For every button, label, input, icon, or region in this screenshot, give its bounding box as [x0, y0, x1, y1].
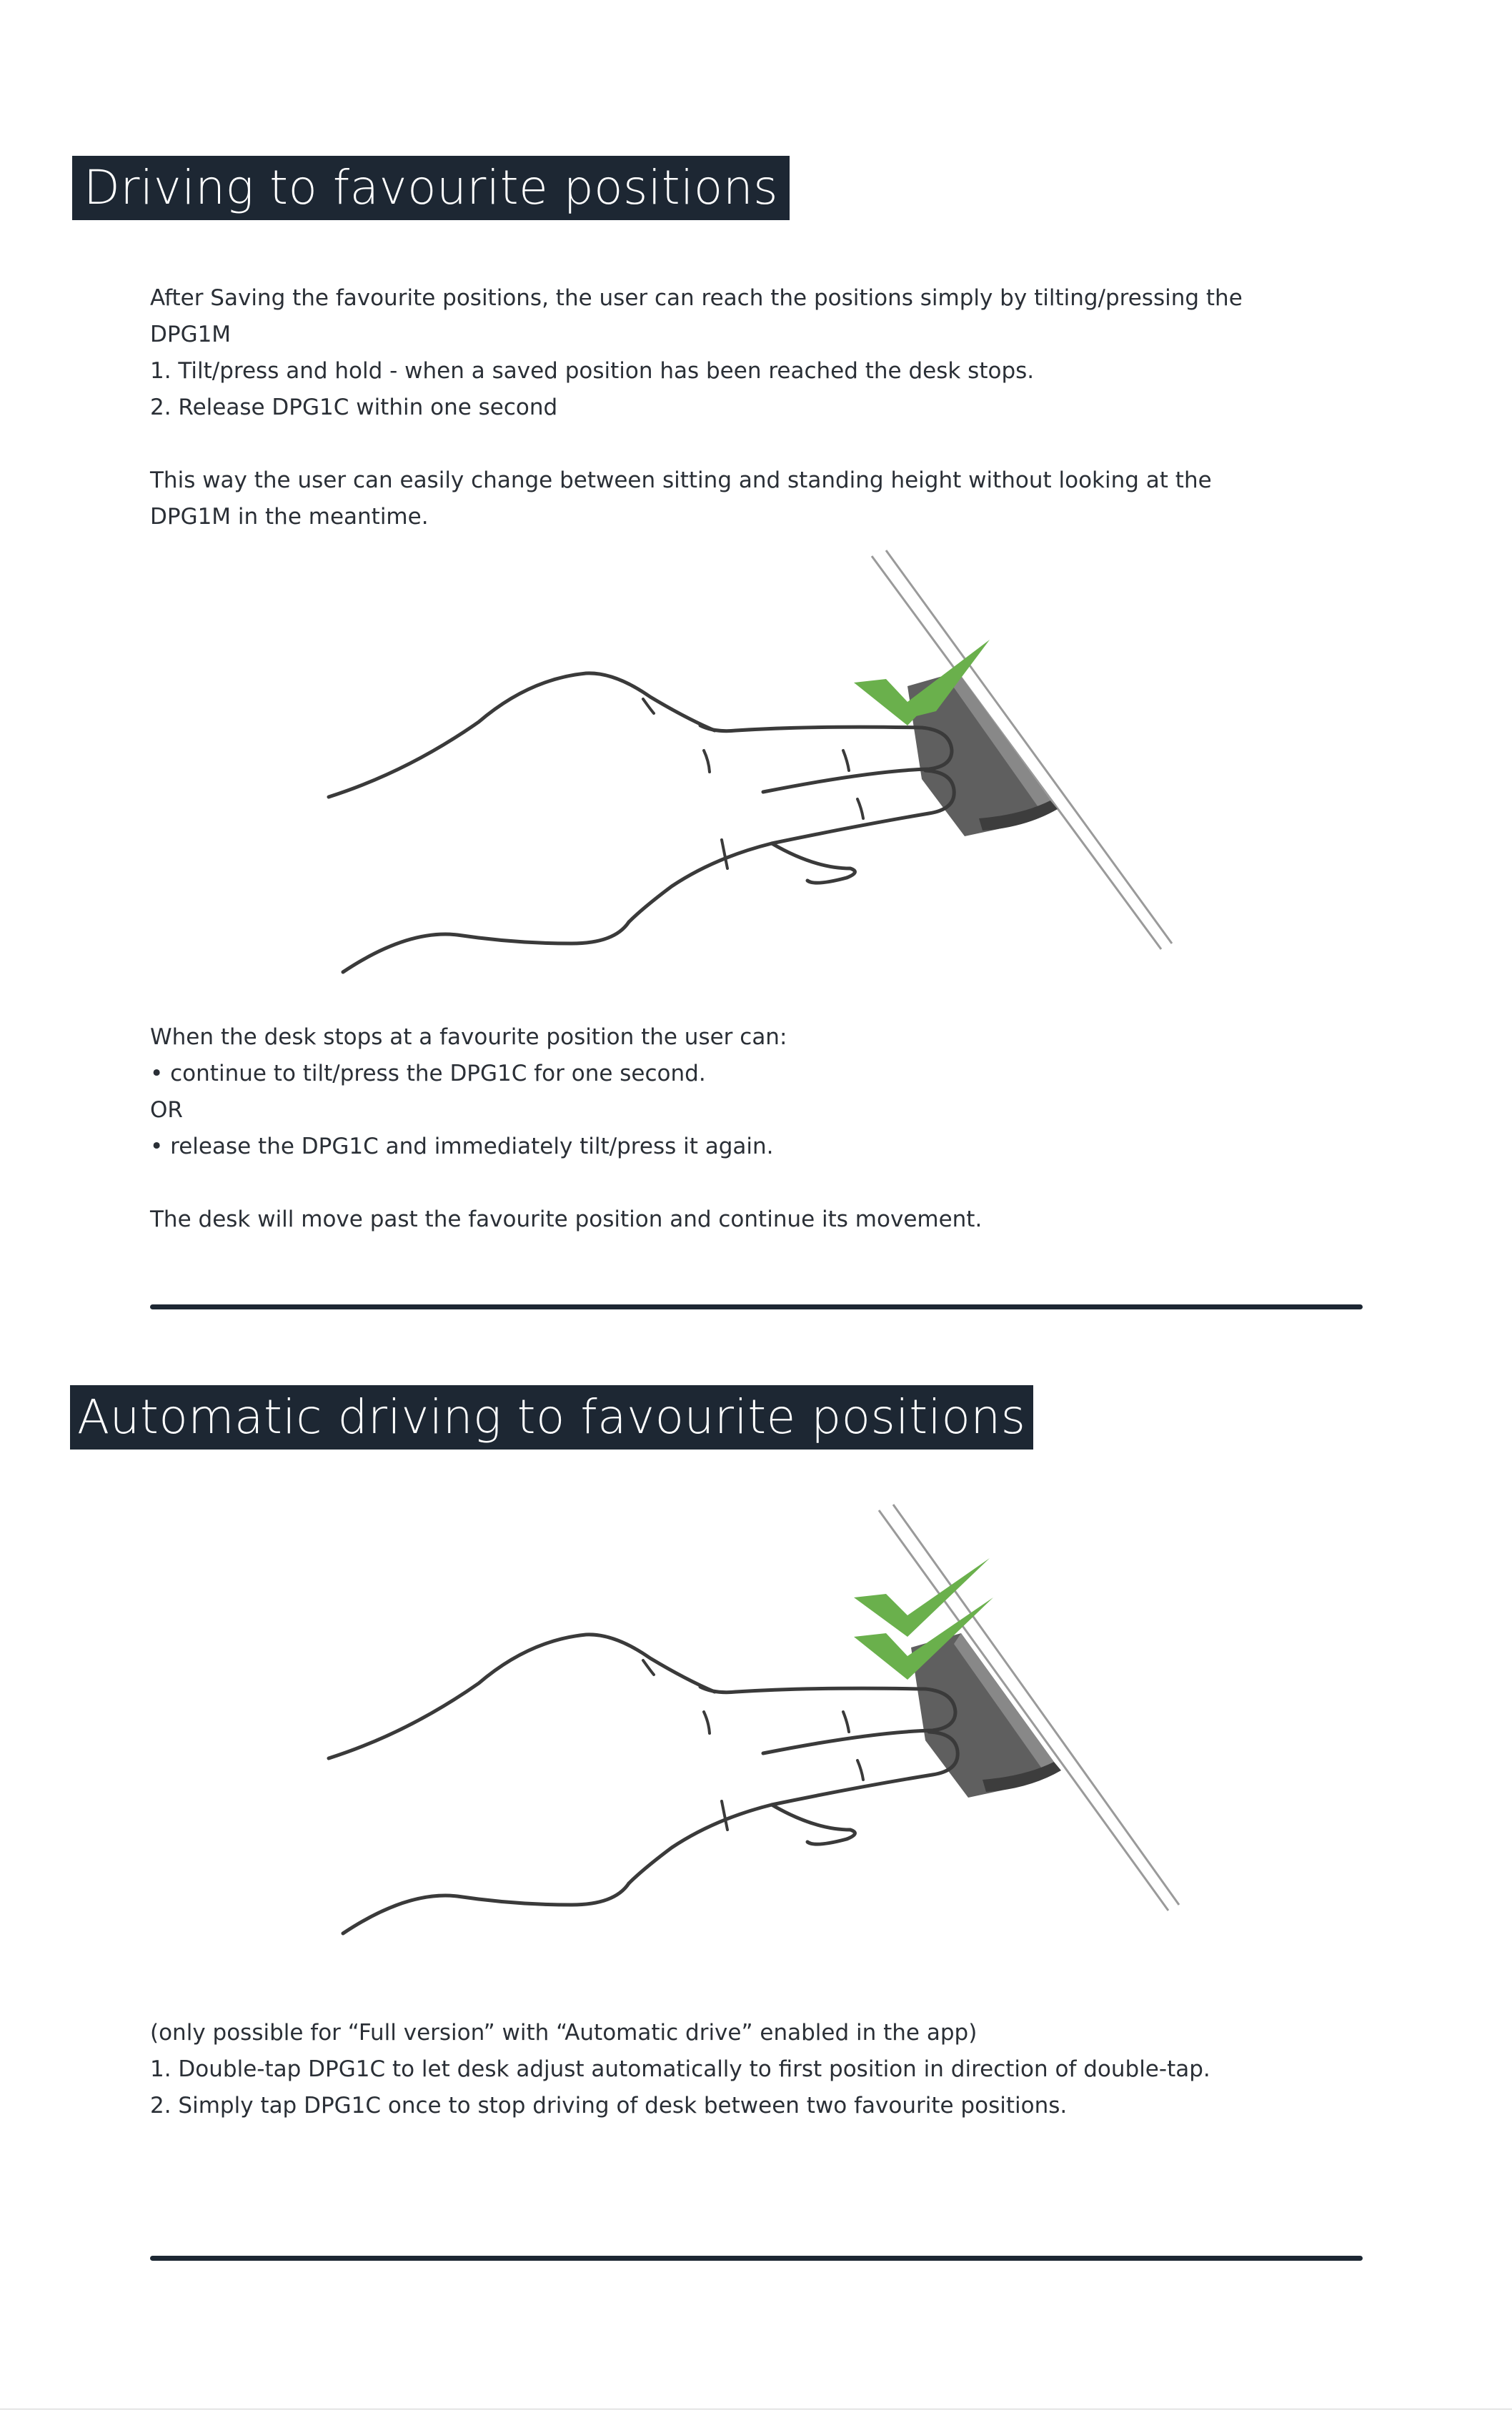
note-line: This way the user can easily change between sitting and standing height without looking at the [150, 467, 1212, 493]
divider [150, 1304, 1363, 1309]
intro-line: DPG1M [150, 322, 232, 347]
result-line: The desk will move past the favourite position and continue its movement. [150, 1206, 983, 1232]
hand-pressing-illustration [314, 543, 1200, 986]
intro-line: After Saving the favourite positions, the user can reach the positions simply by tilting/pressing the [150, 285, 1243, 311]
hand-double-tap-illustration [314, 1497, 1200, 1941]
body-line: (only possible for “Full version” with “Automatic drive” enabled in the app) [150, 2020, 978, 2046]
after-line: • release the DPG1C and immediately tilt/press it again. [150, 1134, 774, 1159]
after-line: OR [150, 1097, 183, 1123]
section2-body [150, 2015, 1365, 2124]
intro-line: 1. Tilt/press and hold - when a saved position has been reached the desk stops. [150, 358, 1035, 384]
after-line: • continue to tilt/press the DPG1C for one second. [150, 1061, 706, 1086]
section1-after [150, 1019, 1365, 1238]
body-line: 1. Double-tap DPG1C to let desk adjust automatically to first position in direction of double-tap. [150, 2056, 1210, 2082]
after-line: When the desk stops at a favourite position the user can: [150, 1024, 787, 1050]
divider [150, 2256, 1363, 2261]
intro-line: 2. Release DPG1C within one second [150, 395, 558, 420]
section1-intro [150, 280, 1365, 535]
body-line: 2. Simply tap DPG1C once to stop driving of desk between two favourite positions. [150, 2093, 1068, 2119]
note-line: DPG1M in the meantime. [150, 504, 429, 530]
section1-title: Driving to favourite positions [72, 156, 790, 220]
section2-title: Automatic driving to favourite positions [70, 1385, 1033, 1450]
